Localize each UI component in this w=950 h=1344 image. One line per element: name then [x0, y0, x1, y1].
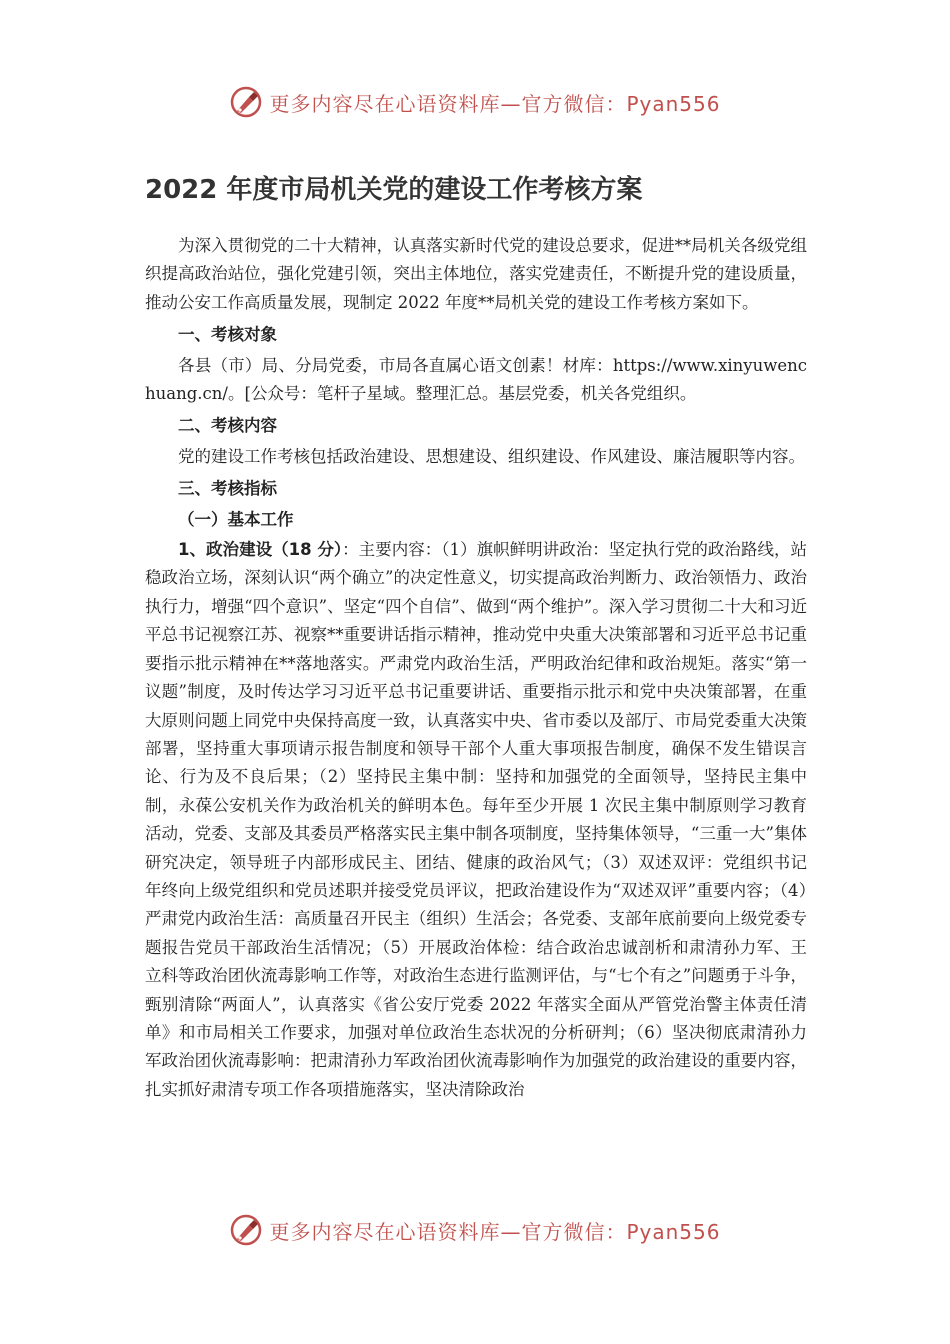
banner-text: 更多内容尽在心语资料库—官方微信：Pyan556 — [269, 91, 721, 116]
header-watermark-banner — [0, 82, 950, 122]
section-heading-content: 二、考核内容 — [178, 416, 277, 436]
pen-nib-logo-icon — [229, 85, 263, 119]
section-heading-indicators: 三、考核指标 — [178, 479, 277, 499]
section-body-targets: 各县（市）局、分局党委，市局各直属心语文创素！材库：https://www.xinyuwenchuang.cn/。[公众号：笔杆子星域。整理汇总。基层党委，机关各党组织。 — [145, 355, 807, 404]
sub-heading-basic-work: （一）基本工作 — [178, 509, 294, 529]
item-political-building — [145, 536, 807, 1104]
section-body-content: 党的建设工作考核包括政治建设、思想建设、组织建设、作风建设、廉洁履职等内容。 — [178, 446, 805, 466]
footer-watermark-banner — [0, 1210, 950, 1250]
document-page — [145, 170, 807, 1104]
banner-text: 更多内容尽在心语资料库—官方微信：Pyan556 — [269, 1219, 721, 1244]
section-heading-targets: 一、考核对象 — [178, 325, 277, 345]
document-title: 2022 年度市局机关党的建设工作考核方案 — [145, 175, 643, 205]
pen-nib-logo-icon — [229, 1213, 263, 1247]
item-body: ：主要内容：（1）旗帜鲜明讲政治：坚定执行党的政治路线，站稳政治立场，深刻认识“两个确立”的决定性意义，切实提高政治判断力、政治领悟力、政治执行力，增强“四个意识”、坚定“四个自信”、做到“两个维护”。深入学习贯彻二十大和习近平总书记视察江苏、视察**重要讲话指示精神，推动党中央重大决策部署和习近平总书记重要指示批示精神在**落地落实。严肃党内政治生活，严明政治纪律和政治规矩。落实“第一议题”制度，及时传达学习习近平总书记重要讲话、重要指示批示和党中央决策部署，在重大原则问题上同党中央保持高度一致，认真落实中央、省市委以及部厅、市局党委重大决策部署，坚持重大事项请示报告制度和领导干部个人重大事项报告制度，确保不发生错误言论、行为及不良后果；（2）坚持民主集中制：坚持和加强党的全面领导，坚持民主集中制，永葆公安机关作为政治机关的鲜明本色。每年至少开展 1 次民主集中制原则学习教育活动，党委、支部及其委员严格落实民主集中制各项制度，坚持集体领导，“三重一大”集体研究决定，领导班子内部形成民主、团结、健康的政治风气；（3）双述双评：党组织书记年终向上级党组织和党员述职并接受党员评议，把政治建设作为“双述双评”重要内容；（4）严肃党内政治生活：高质量召开民主（组织）生活会；各党委、支部年底前要向上级党委专题报告党员干部政治生活情况；（5）开展政治体检：结合政治忠诚剖析和肃清孙力军、王立科等政治团伙流毒影响工作等，对政治生态进行监测评估，与“七个有之”问题勇于斗争，甄别清除“两面人”，认真落实《省公安厅党委 2022 年落实全面从严管党治警主体责任清单》和市局相关工作要求，加强对单位政治生态状况的分析研判；（6）坚决彻底肃清孙力军政治团伙流毒影响：把肃清孙力军政治团伙流毒影响作为加强党的政治建设的重要内容，扎实抓好肃清专项工作各项措施落实，坚决清除政治 — [145, 540, 808, 1099]
item-label: 1、政治建设（18 分） — [178, 540, 343, 560]
intro-paragraph: 为深入贯彻党的二十大精神，认真落实新时代党的建设总要求，促进**局机关各级党组织提高政治站位，强化党建引领，突出主体地位，落实党建责任，不断提升党的建设质量，推动公安工作高质量发展，现制定 2022 年度**局机关党的建设工作考核方案如下。 — [145, 236, 807, 312]
